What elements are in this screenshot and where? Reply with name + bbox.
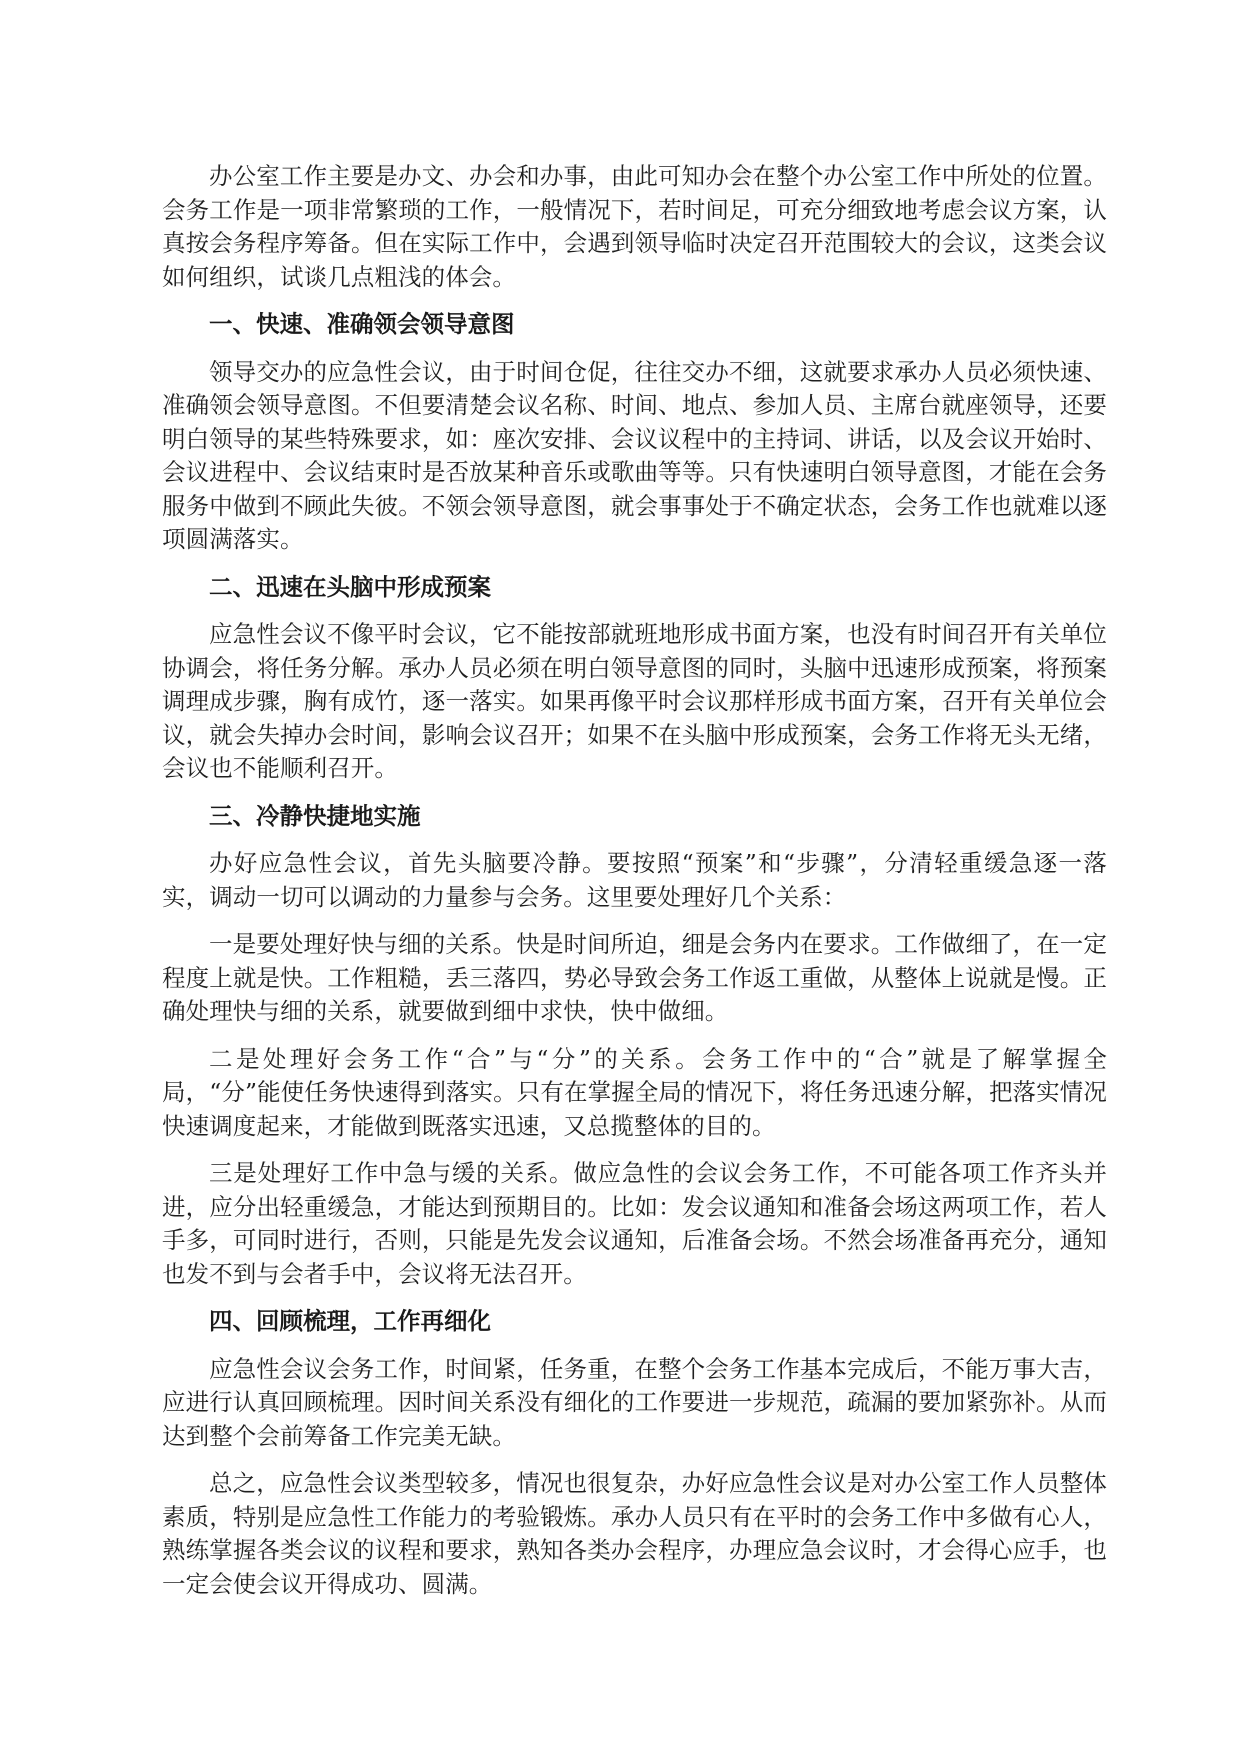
- relation-1-paragraph: 一是要处理好快与细的关系。快是时间所迫，细是会务内在要求。工作做细了，在一定程度上就是快。工作粗糙，丢三落四，势必导致会务工作返工重做，从整体上说就是慢。正确处理快与细的关系，就要做到细中求快，快中做细。: [162, 930, 1107, 1025]
- section-heading-1: 一、快速、准确领会领导意图: [209, 310, 515, 338]
- intro-paragraph: 办公室工作主要是办文、办会和办事，由此可知办会在整个办公室工作中所处的位置。会务工作是一项非常繁琐的工作，一般情况下，若时间足，可充分细致地考虑会议方案，认真按会务程序筹备。但在实际工作中，会遇到领导临时决定召开范围较大的会议，这类会议如何组织，试谈几点粗浅的体会。: [162, 162, 1107, 291]
- section-2-paragraph: 应急性会议不像平时会议，它不能按部就班地形成书面方案，也没有时间召开有关单位协调会，将任务分解。承办人员必须在明白领导意图的同时，头脑中迅速形成预案，将预案调理成步骤，胸有成竹，逐一落实。如果再像平时会议那样形成书面方案，召开有关单位会议，就会失掉办会时间，影响会议召开；如果不在头脑中形成预案，会务工作将无头无绪，会议也不能顺利召开。: [162, 620, 1107, 782]
- section-3-intro-paragraph: 办好应急性会议，首先头脑要冷静。要按照“预案”和“步骤”，分清轻重缓急逐一落实，调动一切可以调动的力量参与会务。这里要处理好几个关系：: [162, 849, 1107, 911]
- section-heading-4: 四、回顾梳理，工作再细化: [209, 1307, 491, 1335]
- relation-2-paragraph: 二是处理好会务工作“合”与“分”的关系。会务工作中的“合”就是了解掌握全局，“分”能使任务快速得到落实。只有在掌握全局的情况下，将任务迅速分解，把落实情况快速调度起来，才能做到既落实迅速，又总揽整体的目的。: [162, 1044, 1107, 1140]
- section-heading-3: 三、冷静快捷地实施: [209, 801, 421, 830]
- conclusion-paragraph: 总之，应急性会议类型较多，情况也很复杂，办好应急性会议是对办公室工作人员整体素质，特别是应急性工作能力的考验锻炼。承办人员只有在平时的会务工作中多做有心人，熟练掌握各类会议的议程和要求，熟知各类办会程序，办理应急会议时，才会得心应手，也一定会使会议开得成功、圆满。: [162, 1469, 1107, 1598]
- section-4-paragraph: 应急性会议会务工作，时间紧，任务重，在整个会务工作基本完成后，不能万事大吉，应进行认真回顾梳理。因时间关系没有细化的工作要进一步规范，疏漏的要加紧弥补。从而达到整个会前筹备工作完美无缺。: [162, 1354, 1107, 1450]
- section-heading-2: 二、迅速在头脑中形成预案: [209, 572, 491, 601]
- relation-3-paragraph: 三是处理好工作中急与缓的关系。做应急性的会议会务工作，不可能各项工作齐头并进，应分出轻重缓急，才能达到预期目的。比如：发会议通知和准备会场这两项工作，若人手多，可同时进行，否则，只能是先发会议通知，后准备会场。不然会场准备再充分，通知也发不到与会者手中，会议将无法召开。: [162, 1159, 1107, 1288]
- section-1-paragraph: 领导交办的应急性会议，由于时间仓促，往往交办不细，这就要求承办人员必须快速、准确领会领导意图。不但要清楚会议名称、时间、地点、参加人员、主席台就座领导，还要明白领导的某些特殊要求，如：座次安排、会议议程中的主持词、讲话，以及会议开始时、会议进程中、会议结束时是否放某种音乐或歌曲等等。只有快速明白领导意图，才能在会务服务中做到不顾此失彼。不领会领导意图，就会事事处于不确定状态，会务工作也就难以逐项圆满落实。: [162, 357, 1107, 553]
- document-page: [162, 160, 1107, 1615]
